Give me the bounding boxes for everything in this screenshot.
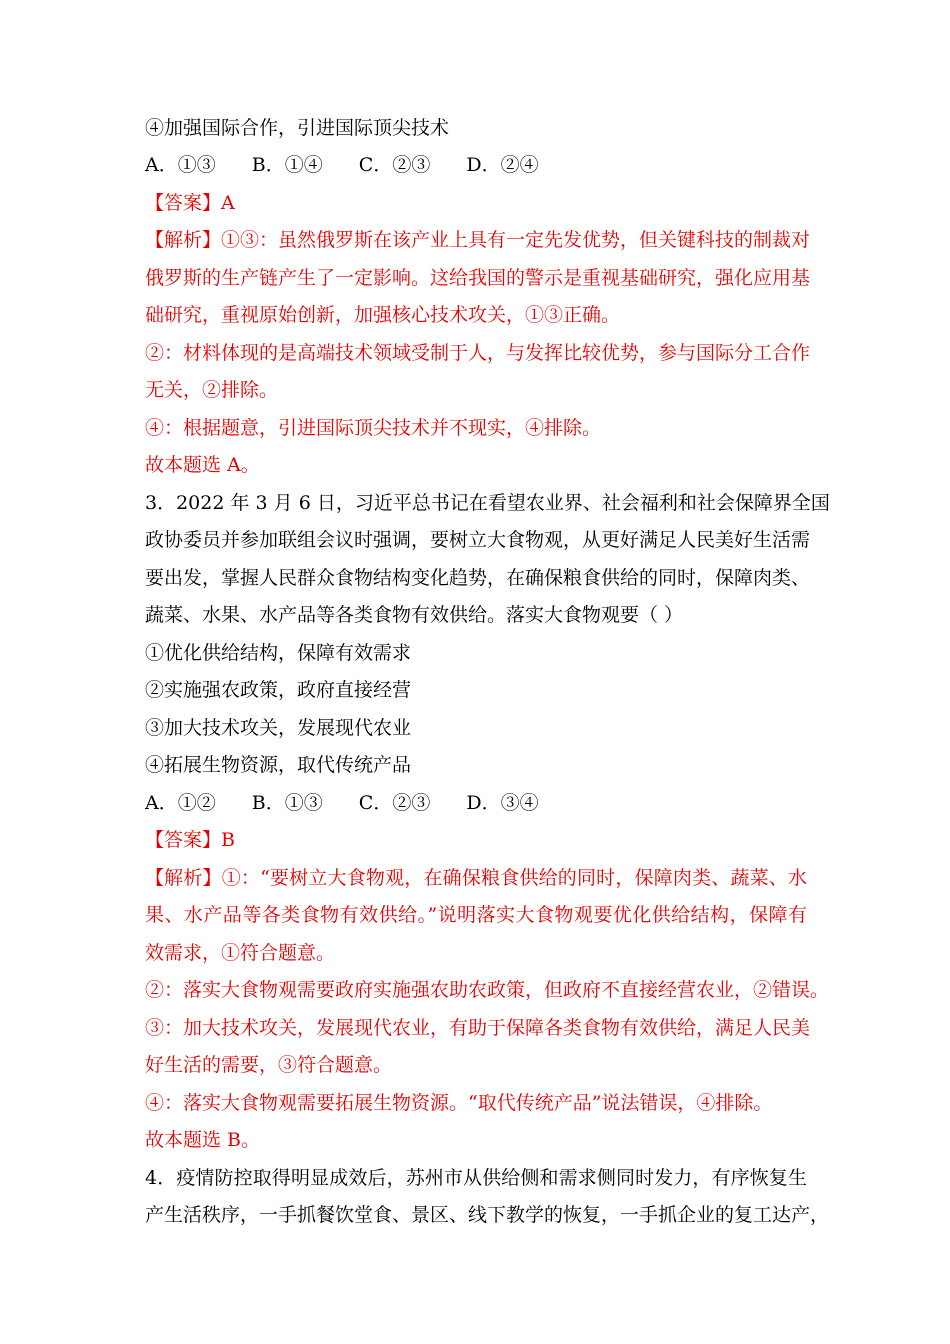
q4-stem-line: 产生活秩序，一手抓餐饮堂食、景区、线下教学的恢复，一手抓企业的复工达产， [145,1204,830,1226]
q3-stem-line: 蔬菜、水果、水产品等各类食物有效供给。落实大食物观要（ ） [145,604,684,626]
q3-choice-b: B．①③ [251,792,323,814]
q2-analysis-line: 【解析】①③：虽然俄罗斯在该产业上具有一定先发优势，但关键科技的制裁对 [145,229,811,251]
q2-choice-b: B．①④ [251,154,323,176]
q2-choices [145,153,539,177]
q3-choices [145,791,539,815]
q2-analysis-line: 础研究，重视原始创新，加强核心技术攻关，①③正确。 [145,304,621,326]
q2-analysis-line: ④：根据题意，引进国际顶尖技术并不现实，④排除。 [145,417,602,439]
q4-stem-line: 4．疫情防控取得明显成效后，苏州市从供给侧和需求侧同时发力，有序恢复生 [145,1167,807,1189]
q2-choice-d: D．②④ [466,154,539,176]
q3-analysis-line: ④：落实大食物观需要拓展生物资源。“取代传统产品”说法错误，④排除。 [145,1092,773,1114]
q3-conclusion: 故本题选 B。 [145,1129,261,1151]
q2-analysis-line: ②：材料体现的是高端技术领域受制于人，与发挥比较优势，参与国际分工合作 [145,342,811,364]
q3-analysis-line: ②：落实大食物观需要政府实施强农助农政策，但政府不直接经营农业，②错误。 [145,979,830,1001]
q3-stem-line: 要出发，掌握人民群众食物结构变化趋势，在确保粮食供给的同时，保障肉类、 [145,567,811,589]
q3-choice-c: C．②③ [358,792,431,814]
q2-option-4: ④加强国际合作，引进国际顶尖技术 [145,117,450,139]
q2-conclusion: 故本题选 A。 [145,454,260,476]
q2-choice-a: A．①③ [145,154,216,176]
q2-analysis-line: 无关，②排除。 [145,379,279,401]
q2-choice-c: C．②③ [358,154,431,176]
q2-analysis-line: 俄罗斯的生产链产生了一定影响。这给我国的警示是重视基础研究，强化应用基 [145,267,811,289]
q3-answer: 【答案】B [145,829,235,851]
q3-analysis-line: 效需求，①符合题意。 [145,942,336,964]
q3-stem-line: 政协委员并参加联组会议时强调，要树立大食物观，从更好满足人民美好生活需 [145,529,811,551]
q3-option-2: ②实施强农政策，政府直接经营 [145,679,412,701]
q2-answer: 【答案】A [145,192,235,214]
q3-choice-a: A．①② [145,792,216,814]
q3-option-1: ①优化供给结构，保障有效需求 [145,642,412,664]
q3-analysis-line: 【解析】①：“要树立大食物观，在确保粮食供给的同时，保障肉类、蔬菜、水 [145,867,807,889]
q3-analysis-line: 好生活的需要，③符合题意。 [145,1054,393,1076]
q3-option-4: ④拓展生物资源，取代传统产品 [145,754,412,776]
q3-option-3: ③加大技术攻关，发展现代农业 [145,717,412,739]
q3-choice-d: D．③④ [466,792,539,814]
q3-analysis-line: ③：加大技术攻关，发展现代农业，有助于保障各类食物有效供给，满足人民美 [145,1017,811,1039]
q3-analysis-line: 果、水产品等各类食物有效供给。”说明落实大食物观要优化供给结构，保障有 [145,904,807,926]
q3-stem-line: 3．2022 年 3 月 6 日，习近平总书记在看望农业界、社会福利和社会保障界全国 [145,492,830,514]
